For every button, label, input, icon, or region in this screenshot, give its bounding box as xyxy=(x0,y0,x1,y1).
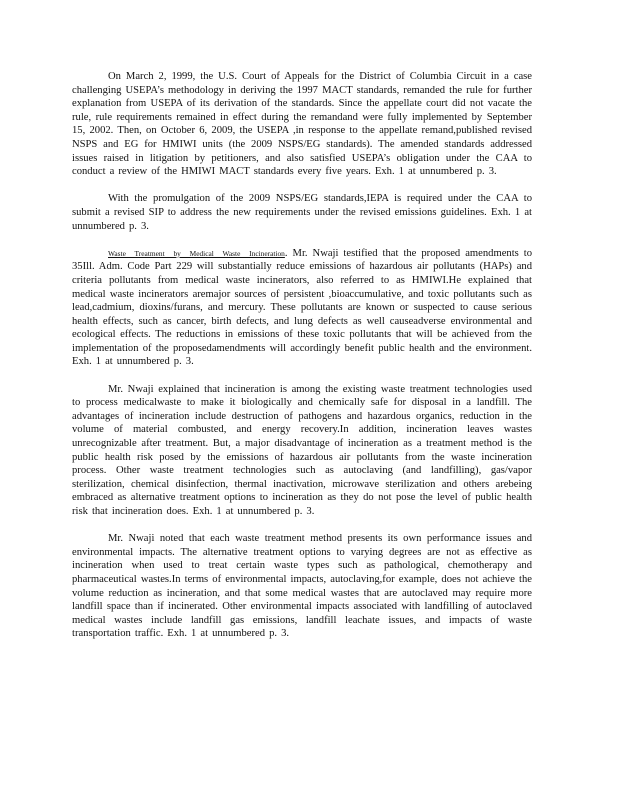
section-heading: Waste Treatment by Medical Waste Incineration xyxy=(108,248,285,258)
paragraph-5-text: Mr. Nwaji noted that each waste treatment method presents its own performance issues and environmental impacts. The alternative treatment options to varying degrees are not as effective as incineration when used to treat certain waste types such as pathological, chemotherapy and pharmaceutical wastes.In terms of environmental impacts, autoclaving,for example, does not achieve the volume reduction as incineration, and that some medical wastes that are autoclaved may require more landfill space than if incinerated. Other environmental impacts associated with landfilling of autoclaved medical wastes include landfill gas emissions, landfill leachate issues, and impacts of waste transportation traffic. Exh. 1 at unnumbered p. 3. xyxy=(72,533,532,640)
paragraph-2-text: With the promulgation of the 2009 NSPS/EG standards,IEPA is required under the CAA to submit a revised SIP to address the new requirements under the revised emissions guidelines. Exh. 1 at unnumbered p. 3. xyxy=(72,193,532,232)
document-body xyxy=(72,70,532,655)
paragraph-3 xyxy=(72,247,532,369)
paragraph-4 xyxy=(72,383,532,519)
paragraph-2 xyxy=(72,192,532,233)
paragraph-1-text: On March 2, 1999, the U.S. Court of Appeals for the District of Columbia Circuit in a case challenging USEPA’s methodology in deriving the 1997 MACT standards, remanded the rule for further explanation from USEPA of its derivation of the standards. Since the appellate court did not vacate the rule, rule requirements remained in effect during the remandand were fully implemented by September 15, 2002. Then, on October 6, 2009, the USEPA ,in response to the appellate remand,published revised NSPS and EG for HMIWI units (the 2009 NSPS/EG standards). The amended standards addressed issues raised in litigation by petitioners, and also satisfied USEPA’s obligation under the CAA to conduct a review of the HMIWI MACT standards every five years. Exh. 1 at unnumbered p. 3. xyxy=(72,71,532,178)
paragraph-4-text: Mr. Nwaji explained that incineration is among the existing waste treatment technologies used to process medicalwaste to make it biologically and chemically safe for disposal in a landfill. The advantages of incineration include destruction of pathogens and hazardous organics, reduction in the volume of material combusted, and energy recovery.In addition, incineration leaves wastes unrecognizable after treatment. But, a major disadvantage of incineration as a treatment method is the public health risk posed by the emissions of hazardous air pollutants from the waste incineration process. Other waste treatment technologies such as autoclaving (and landfilling), gas/vapor sterilization, chemical disinfection, thermal inactivation, microwave sterilization and others arebeing embraced as alternative treatment options to incineration as they do not pose the level of public health risk that incineration does. Exh. 1 at unnumbered p. 3. xyxy=(72,383,532,517)
paragraph-1 xyxy=(72,70,532,179)
paragraph-5 xyxy=(72,532,532,641)
paragraph-3-text: . Mr. Nwaji testified that the proposed amendments to 35Ill. Adm. Code Part 229 will substantially reduce emissions of hazardous air pollutants (HAPs) and criteria pollutants from medical waste incinerators, also referred to as HMIWI.He explained that medical waste incinerators aremajor sources of persistent ,bioaccumulative, and toxic pollutants such as lead,cadmium, dioxins/furans, and mercury. These pollutants are known or suspected to cause serious health effects, such as cancer, birth defects, and lung defects as well causeadverse environmental and ecological effects. The reductions in emissions of these toxic pollutants that will be achieved from the implementation of the proposedamendments will accordingly benefit public health and the environment. Exh. 1 at unnumbered p. 3. xyxy=(72,247,532,368)
